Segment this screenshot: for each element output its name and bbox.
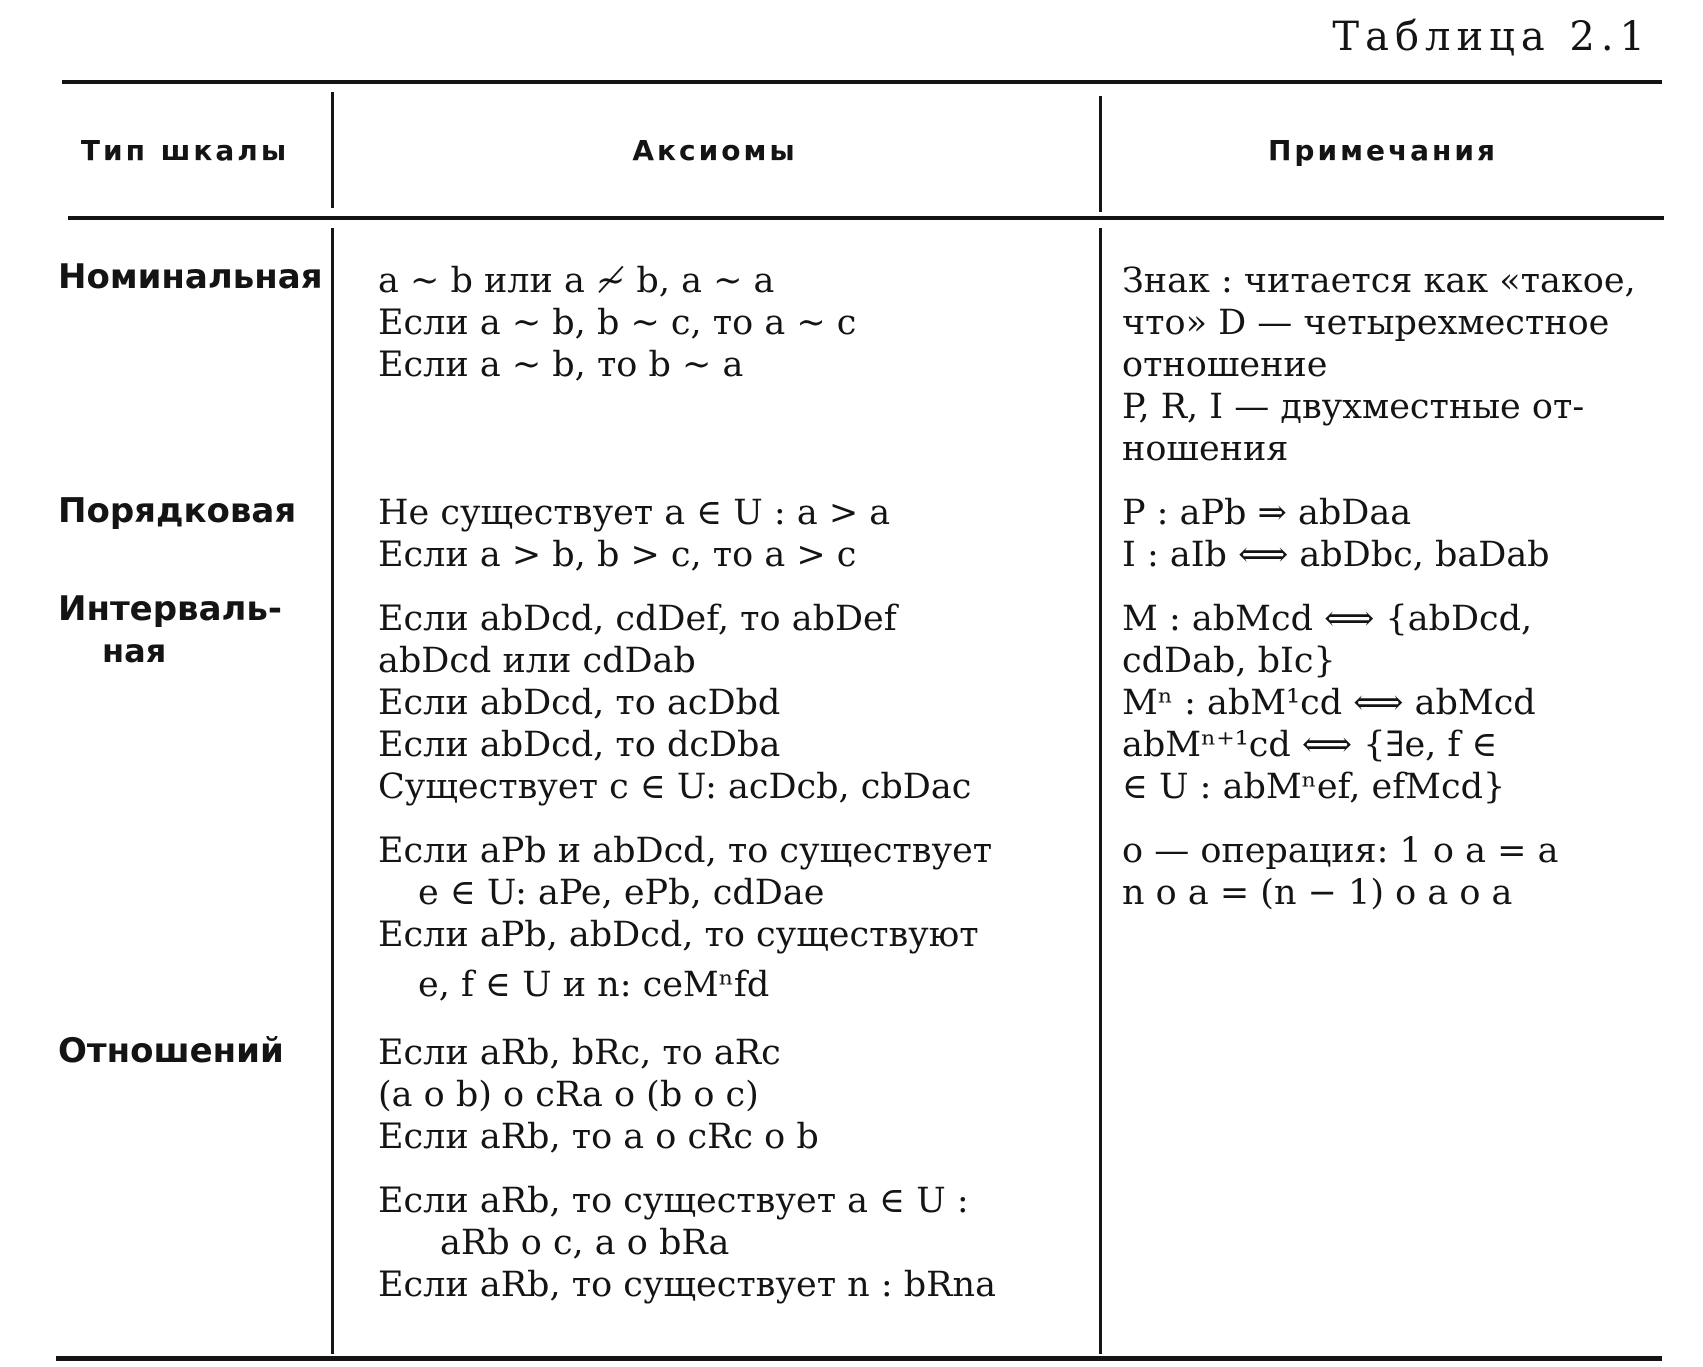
axiom-line: Если a ~ b, то b ~ a	[378, 345, 744, 385]
note-line: Знак : читается как «такое,	[1122, 261, 1636, 301]
scale-label: Номинальная	[58, 257, 323, 297]
table-header-rule	[68, 216, 1664, 220]
note-line: Mⁿ : abM¹cd ⟺ abMcd	[1122, 683, 1536, 723]
header-axioms: Аксиомы	[632, 134, 798, 167]
note-line: abMⁿ⁺¹cd ⟺ {∃e, f ∈	[1122, 725, 1498, 765]
row-ratio-axioms	[378, 1032, 1093, 1158]
axiom-line: abDcd или cdDab	[378, 641, 696, 681]
scale-label: Отношений	[58, 1031, 284, 1071]
column-divider-2-header	[1099, 96, 1102, 212]
table-caption: Таблица 2.1	[1332, 14, 1651, 60]
note-line: cdDab, bIc}	[1122, 641, 1336, 681]
row-ratio-scale	[58, 1030, 328, 1072]
column-divider-2-body	[1099, 228, 1102, 1354]
row-ratio-axioms-extra	[378, 1180, 1093, 1306]
axiom-line: Если aPb и abDcd, то существует	[378, 831, 993, 871]
axiom-line: aRb o c, a o bRa	[440, 1223, 730, 1263]
row-interval-notes	[1122, 598, 1667, 808]
note-line: I : aIb ⟺ abDbc, baDab	[1122, 535, 1550, 575]
note-line: M : abMcd ⟺ {abDcd,	[1122, 599, 1533, 639]
scale-label: Интерваль-	[58, 589, 283, 629]
note-line: o — операция: 1 o a = a	[1122, 831, 1559, 871]
column-divider-1-header	[331, 92, 334, 208]
axiom-line: Если aRb, то a o cRc o b	[378, 1117, 819, 1157]
note-line: отношение	[1122, 345, 1328, 385]
axiom-line: e ∈ U: aPe, ePb, cdDae	[418, 873, 825, 913]
table-top-rule	[62, 80, 1662, 84]
row-interval-scale	[58, 588, 328, 672]
row-ordinal-axioms	[378, 492, 1093, 576]
row-ordinal-notes	[1122, 492, 1667, 576]
row-nominal-notes	[1122, 260, 1667, 470]
note-line: ∈ U : abMⁿef, efMcd}	[1122, 767, 1506, 807]
row-interval-notes-extra	[1122, 830, 1667, 914]
axiom-line: Если a ~ b, b ~ c, то a ~ c	[378, 303, 857, 343]
row-nominal-axioms	[378, 260, 1093, 386]
note-line: P : aPb ⇒ abDaa	[1122, 493, 1412, 533]
table-bottom-rule	[56, 1356, 1662, 1361]
axiom-line: Если abDcd, cdDef, то abDef	[378, 599, 897, 639]
axiom-line: Не существует a ∈ U : a > a	[378, 493, 891, 533]
axiom-line: Если aRb, то существует a ∈ U :	[378, 1181, 969, 1221]
row-interval-axioms-extra	[378, 830, 1093, 1006]
note-line: P, R, I — двухместные от-	[1122, 387, 1585, 427]
axiom-line: (a o b) o cRa o (b o c)	[378, 1075, 759, 1115]
row-nominal-scale	[58, 256, 328, 298]
axiom-line: Если a > b, b > c, то a > c	[378, 535, 857, 575]
scale-label: Порядковая	[58, 491, 297, 531]
axiom-line: Если aPb, abDcd, то существуют	[378, 915, 979, 955]
axiom-line: Существует c ∈ U: acDcb, cbDac	[378, 767, 972, 807]
row-ordinal-scale	[58, 490, 328, 532]
note-line: n o a = (n − 1) o a o a	[1122, 873, 1513, 913]
axiom-line: e, f ∈ U и n: ceMⁿfd	[418, 965, 770, 1005]
row-interval-axioms	[378, 598, 1093, 808]
note-line: что» D — четырехместное	[1122, 303, 1610, 343]
header-scale-type: Тип шкалы	[80, 134, 290, 167]
axiom-line: Если abDcd, то dcDba	[378, 725, 781, 765]
axiom-line: Если aRb, то существует n : bRna	[378, 1265, 996, 1305]
header-notes: Примечания	[1267, 134, 1499, 167]
column-divider-1-body	[331, 228, 334, 1354]
axiom-line: Если aRb, bRc, то aRc	[378, 1033, 781, 1073]
scale-label-cont: ная	[102, 632, 167, 670]
axiom-line: Если abDcd, то acDbd	[378, 683, 781, 723]
note-line: ношения	[1122, 429, 1289, 469]
axiom-line: a ~ b или a ≁ b, a ~ a	[378, 261, 775, 301]
